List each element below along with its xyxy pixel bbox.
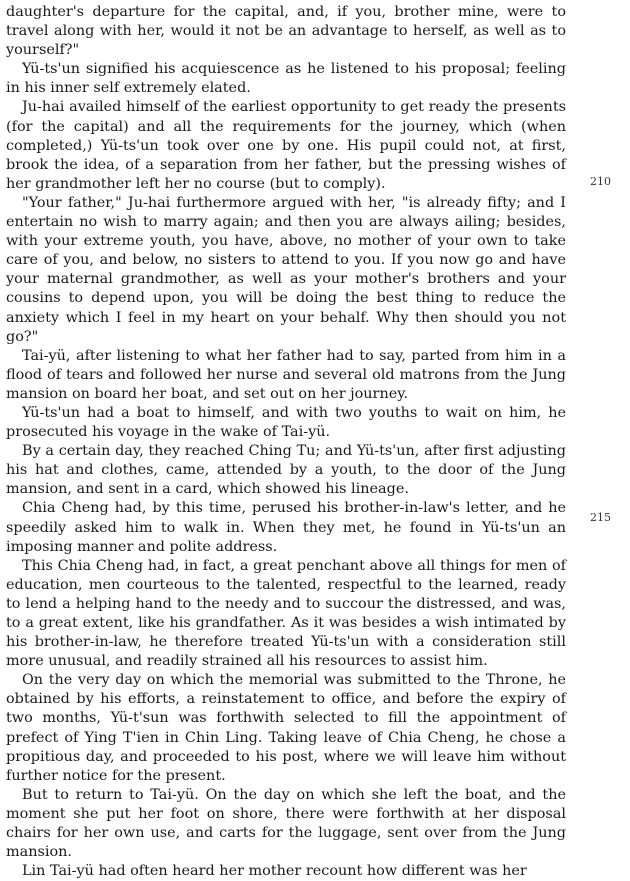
- margin-line-number: 210: [590, 175, 611, 188]
- page-body: [6, 3, 566, 881]
- paragraph: "Your father," Ju-hai furthermore argued with her, "is already fifty; and I entertain no wish to marry again; and then you are always ailing; besides, with your extreme youth, you have, above, no mother of your own to take care of you, and below, no sisters to attend to you. If you now go and have your maternal grandmother, as well as your mother's brothers and your cousins to depend upon, you will be doing the best thing to reduce the anxiety which I feel in my heart on your behalf. Why then should you not go?": [6, 194, 566, 345]
- paragraph: By a certain day, they reached Ching Tu; and Yü-ts'un, after first adjusting his hat and clothes, came, attended by a youth, to the door of the Jung mansion, and sent in a card, which showed his lineage.: [6, 443, 566, 498]
- paragraph: Tai-yü, after listening to what her father had to say, parted from him in a flood of tears and followed her nurse and several old matrons from the Jung mansion on board her boat, and set out on her journey.: [6, 347, 566, 402]
- paragraph: Ju-hai availed himself of the earliest opportunity to get ready the presents (for the capital) and all the requirements for the journey, which (when completed,) Yü-ts'un took over one by one. His pupil could not, at first, brook the idea, of a separation from her father, but the pressing wishes of her grandmother left her no course (but to comply).: [6, 99, 566, 192]
- paragraph: Chia Cheng had, by this time, perused his brother-in-law's letter, and he speedily asked him to walk in. When they met, he found in Yü-ts'un an imposing manner and polite address.: [6, 500, 566, 555]
- paragraph: This Chia Cheng had, in fact, a great penchant above all things for men of education, men courteous to the talented, respectful to the learned, ready to lend a helping hand to the needy and to succour the distressed, and was, to a great extent, like his grandfather. As it was besides a wish intimated by his brother-in-law, he therefore treated Yü-ts'un with a consideration still more unusual, and readily strained all his resources to assist him.: [6, 557, 566, 670]
- margin-line-number: 215: [590, 511, 611, 524]
- paragraph: Yü-ts'un had a boat to himself, and with two youths to wait on him, he prosecuted his voyage in the wake of Tai-yü.: [6, 404, 566, 441]
- paragraph-continued: daughter's departure for the capital, and, if you, brother mine, were to travel along with her, would it not be an advantage to herself, as well as to yourself?": [6, 4, 566, 59]
- paragraph: Lin Tai-yü had often heard her mother recount how different was her: [22, 863, 527, 880]
- paragraph: But to return to Tai-yü. On the day on which she left the boat, and the moment she put her foot on shore, there were forthwith at her disposal chairs for her own use, and carts for the luggage, sent over from the Jung mansion.: [6, 786, 566, 861]
- paragraph: On the very day on which the memorial was submitted to the Throne, he obtained by his efforts, a reinstatement to office, and before the expiry of two months, Yü-t'sun was forthwith selected to fill the appointment of prefect of Ying T'ien in Chin Ling. Taking leave of Chia Cheng, he chose a propitious day, and proceeded to his post, where we will leave him without further notice for the present.: [6, 672, 566, 784]
- paragraph: Yü-ts'un signified his acquiescence as he listened to his proposal; feeling in his inner self extremely elated.: [6, 61, 566, 97]
